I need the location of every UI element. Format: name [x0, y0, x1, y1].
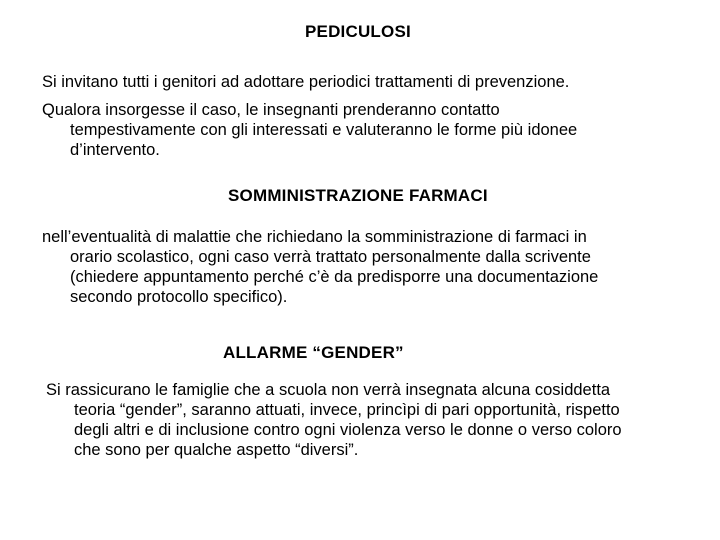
text-line: Si invitano tutti i genitori ad adottare periodici trattamenti di prevenzione.: [42, 73, 570, 91]
text-line: Si rassicurano le famiglie che a scuola non verrà insegnata alcuna cosiddetta: [46, 381, 611, 399]
section-title-somministrazione-farmaci: SOMMINISTRAZIONE FARMACI: [228, 186, 488, 205]
text-line: secondo protocollo specifico).: [70, 288, 288, 306]
text-line: Qualora insorgesse il caso, le insegnanti prenderanno contatto: [42, 101, 500, 119]
text-line: (chiedere appuntamento perché c’è da predisporre una documentazione: [70, 268, 599, 286]
section-title-allarme-gender: ALLARME “GENDER”: [223, 343, 404, 362]
text-line: che sono per qualche aspetto “diversi”.: [74, 441, 359, 459]
text-line: tempestivamente con gli interessati e valuteranno le forme più idonee: [70, 121, 578, 139]
text-line: teoria “gender”, saranno attuati, invece, princìpi di pari opportunità, rispetto: [74, 401, 620, 419]
text-line: degli altri e di inclusione contro ogni violenza verso le donne o verso coloro: [74, 421, 622, 439]
pediculosi-paragraph-2: [42, 100, 577, 160]
section-title-pediculosi: PEDICULOSI: [305, 22, 411, 41]
text-line: orario scolastico, ogni caso verrà trattato personalmente dalla scrivente: [70, 248, 591, 266]
gender-paragraph: [46, 380, 622, 460]
text-line: d’intervento.: [70, 141, 160, 159]
farmaci-paragraph: [42, 227, 598, 307]
text-line: nell’eventualità di malattie che richiedano la somministrazione di farmaci in: [42, 228, 587, 246]
pediculosi-paragraph-1: [42, 72, 569, 92]
